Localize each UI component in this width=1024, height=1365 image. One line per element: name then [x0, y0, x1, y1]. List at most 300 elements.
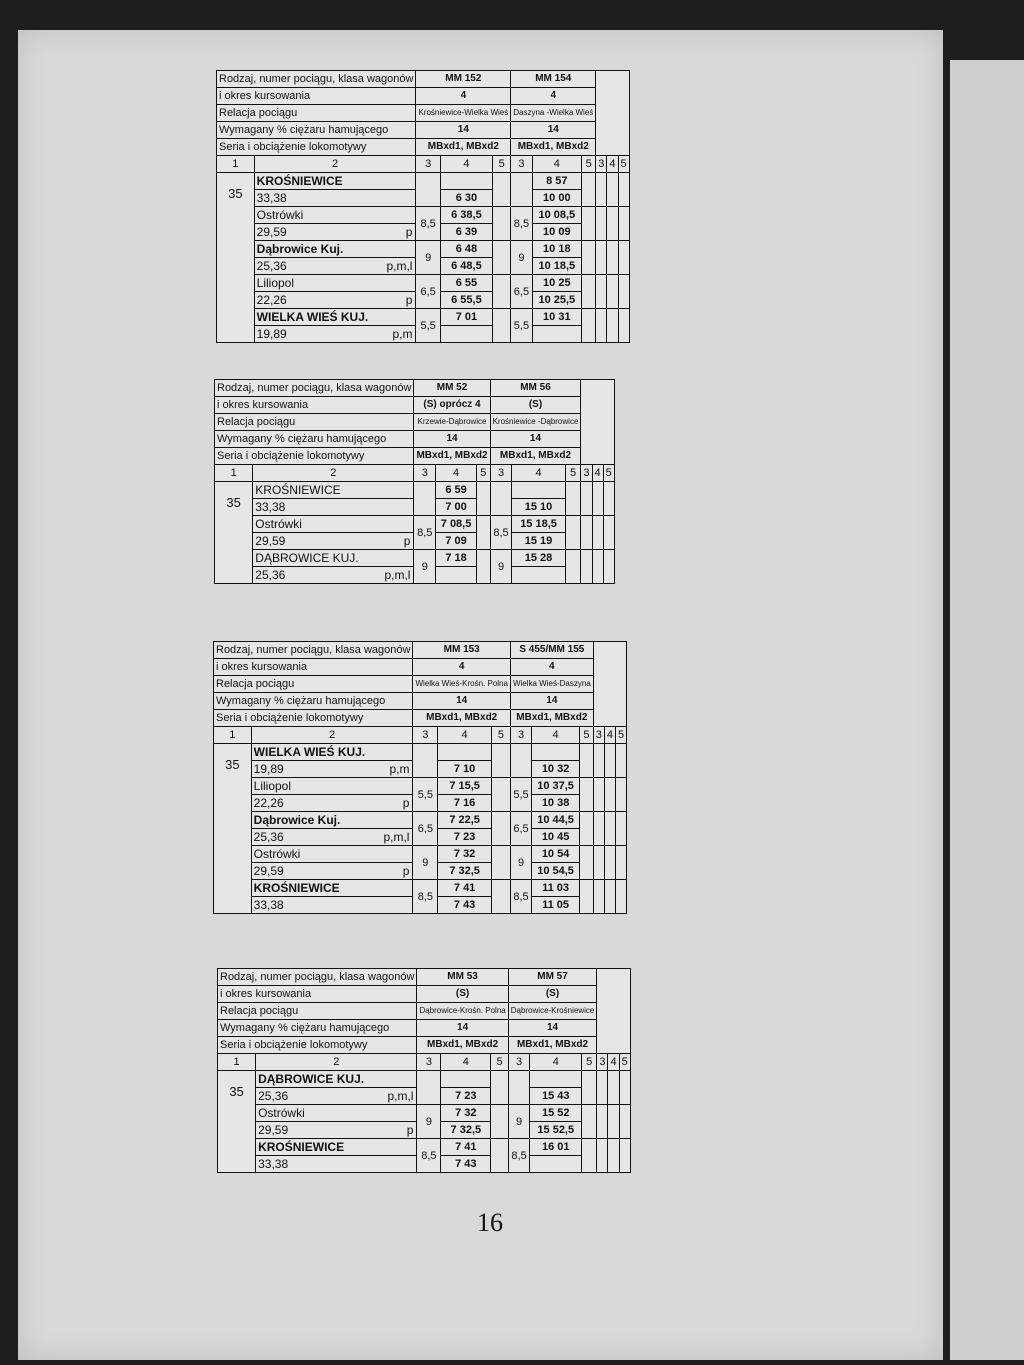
empty-cell: [593, 778, 604, 812]
arrival-time: 7 22,5: [438, 812, 492, 829]
station-category: p: [403, 534, 411, 548]
arrival-time: [512, 482, 565, 499]
arrival-time: 10 54: [532, 846, 580, 863]
departure-time: [436, 567, 477, 584]
header-label-loco: Seria i obciążenie lokomotywy: [218, 1037, 417, 1054]
column-number: 5: [580, 727, 594, 744]
speed: 6,5: [511, 275, 532, 309]
empty-cell: [592, 516, 603, 550]
km-value: 33,38: [258, 1157, 289, 1171]
station-category: p,m,l: [386, 259, 413, 273]
train-number: S 455/MM 155: [510, 642, 593, 659]
train-class: (S): [490, 397, 581, 414]
column-number: 5: [619, 1054, 630, 1071]
departure-time: 10 18,5: [532, 258, 581, 275]
departure-time: 6 39: [440, 224, 492, 241]
empty-cell: [596, 309, 607, 343]
empty-cell: [596, 241, 607, 275]
column-number: 4: [608, 1054, 619, 1071]
departure-time: 11 05: [532, 897, 580, 914]
km-value: 22,26: [256, 293, 287, 307]
empty-cell: [603, 550, 614, 584]
col5-cell: [491, 1105, 508, 1139]
station-category: p: [402, 864, 410, 878]
column-number: 4: [607, 156, 618, 173]
column-number: 2: [254, 156, 416, 173]
header-label-period: i okres kursowania: [218, 986, 417, 1003]
arrival-time: 7 01: [440, 309, 492, 326]
header-label-loco: Seria i obciążenie lokomotywy: [217, 139, 416, 156]
arrival-time: 15 52: [530, 1105, 582, 1122]
departure-time: 10 25,5: [532, 292, 581, 309]
empty-cell: [604, 778, 615, 812]
station-name: WIELKA WIEŚ KUJ.: [254, 309, 416, 326]
column-number: 3: [417, 1054, 441, 1071]
brake-percent: 14: [413, 693, 510, 710]
train-relation: Wielka Wieś-Krośn. Polna: [413, 676, 510, 693]
station-km: [256, 1088, 417, 1105]
col5-cell: [582, 207, 596, 241]
train-number: MM 53: [417, 969, 508, 986]
station-name: WIELKA WIEŚ KUJ.: [251, 744, 413, 761]
station-name: Ostrówki: [251, 846, 413, 863]
empty-cell: [593, 812, 604, 846]
km-value: 25,36: [256, 259, 287, 273]
timetable-table: [213, 641, 627, 914]
timetable-table: [217, 968, 631, 1173]
station-name: Dąbrowice Kuj.: [251, 812, 413, 829]
train-relation: Krzewie-Dąbrowice: [414, 414, 490, 431]
station-name: Ostrówki: [256, 1105, 417, 1122]
speed: 8,5: [417, 1139, 441, 1173]
timetable-table: [216, 70, 630, 343]
empty-cell: [596, 207, 607, 241]
arrival-time: 7 32: [441, 1105, 491, 1122]
departure-time: 7 43: [441, 1156, 491, 1173]
column-number: 3: [597, 1054, 608, 1071]
departure-time: 15 19: [512, 533, 565, 550]
col5-cell: [477, 482, 491, 516]
empty-cell: [619, 1071, 630, 1105]
col5-cell: [493, 241, 511, 275]
empty-cell: [607, 207, 618, 241]
speed: 5,5: [510, 778, 531, 812]
col5-cell: [582, 173, 596, 207]
station-km: [251, 761, 413, 778]
station-km: [251, 863, 413, 880]
arrival-time: 7 08,5: [436, 516, 477, 533]
col5-cell: [580, 846, 594, 880]
departure-time: 10 54,5: [532, 863, 580, 880]
arrival-time: 6 48: [440, 241, 492, 258]
column-number: 4: [440, 156, 492, 173]
train-number: MM 154: [511, 71, 596, 88]
speed: [413, 744, 438, 778]
departure-time: 10 32: [532, 761, 580, 778]
train-class: (S): [417, 986, 508, 1003]
brake-percent: 14: [510, 693, 593, 710]
empty-cell: [607, 309, 618, 343]
train-relation: Krośniewice-Wielka Wieś: [416, 105, 511, 122]
header-label-brake: Wymagany % ciężaru hamującego: [214, 693, 413, 710]
empty-cell: [618, 207, 629, 241]
arrival-time: [532, 744, 580, 761]
speed: 8,5: [511, 207, 532, 241]
train-number: MM 57: [508, 969, 597, 986]
empty-cell: [604, 880, 615, 914]
arrival-time: 7 18: [436, 550, 477, 567]
km-value: 33,38: [256, 191, 287, 205]
train-number: MM 56: [490, 380, 581, 397]
brake-percent: 14: [414, 431, 490, 448]
column-number: 5: [491, 1054, 508, 1071]
departure-time: [530, 1156, 582, 1173]
column-number: 1: [214, 727, 252, 744]
train-class: 4: [511, 88, 596, 105]
station-km: [254, 224, 416, 241]
empty-cell: [608, 1071, 619, 1105]
station-km: [254, 258, 416, 275]
speed: 8,5: [490, 516, 512, 550]
col5-cell: [580, 744, 594, 778]
header-label-loco: Seria i obciążenie lokomotywy: [214, 710, 413, 727]
train-class: (S) oprócz 4: [414, 397, 490, 414]
col5-cell: [493, 207, 511, 241]
arrival-time: 10 25: [532, 275, 581, 292]
col5-cell: [477, 550, 491, 584]
departure-time: 7 09: [436, 533, 477, 550]
km-value: 19,89: [256, 327, 287, 341]
col5-cell: [580, 778, 594, 812]
empty-train-column: [593, 642, 626, 727]
empty-cell: [593, 744, 604, 778]
column-number: 3: [508, 1054, 530, 1071]
departure-time: 7 10: [438, 761, 492, 778]
col5-cell: [491, 1071, 508, 1105]
line-number: 35: [215, 482, 253, 584]
speed: [416, 173, 440, 207]
column-number: 2: [256, 1054, 417, 1071]
brake-percent: 14: [416, 122, 511, 139]
departure-time: 6 55,5: [440, 292, 492, 309]
arrival-time: 10 37,5: [532, 778, 580, 795]
station-km: [253, 499, 414, 516]
empty-cell: [592, 482, 603, 516]
station-category: p: [405, 293, 413, 307]
departure-time: 7 23: [441, 1088, 491, 1105]
brake-percent: 14: [508, 1020, 597, 1037]
col5-cell: [491, 1139, 508, 1173]
empty-cell: [618, 309, 629, 343]
train-number: MM 152: [416, 71, 511, 88]
km-value: 29,59: [256, 225, 287, 239]
adjacent-page-edge: [950, 60, 1024, 1360]
station-km: [251, 829, 413, 846]
col5-cell: [580, 812, 594, 846]
arrival-time: [530, 1071, 582, 1088]
km-value: 25,36: [255, 568, 286, 582]
station-category: p: [402, 796, 410, 810]
km-value: 33,38: [253, 898, 284, 912]
empty-cell: [597, 1139, 608, 1173]
arrival-time: [440, 173, 492, 190]
arrival-time: 10 44,5: [532, 812, 580, 829]
line-number: 35: [217, 173, 255, 343]
arrival-time: 15 28: [512, 550, 565, 567]
station-name: DĄBROWICE KUJ.: [253, 550, 414, 567]
header-label-brake: Wymagany % ciężaru hamującego: [217, 122, 416, 139]
empty-cell: [615, 778, 626, 812]
empty-cell: [593, 846, 604, 880]
column-number: 4: [532, 156, 581, 173]
station-name: KROŚNIEWICE: [253, 482, 414, 499]
header-label-period: i okres kursowania: [215, 397, 414, 414]
station-name: Ostrówki: [254, 207, 416, 224]
speed: 9: [511, 241, 532, 275]
col5-cell: [582, 309, 596, 343]
train-number: MM 52: [414, 380, 490, 397]
col5-cell: [492, 846, 511, 880]
speed: [510, 744, 531, 778]
column-number: 2: [251, 727, 413, 744]
departure-time: 7 16: [438, 795, 492, 812]
col5-cell: [492, 778, 511, 812]
km-value: 25,36: [258, 1089, 289, 1103]
arrival-time: 6 59: [436, 482, 477, 499]
speed: 5,5: [416, 309, 440, 343]
empty-train-column: [596, 71, 629, 156]
km-value: 29,59: [255, 534, 286, 548]
station-category: p,m: [389, 762, 410, 776]
column-number: 3: [413, 727, 438, 744]
speed: 8,5: [413, 880, 438, 914]
departure-time: [532, 326, 581, 343]
col5-cell: [582, 1071, 597, 1105]
empty-cell: [604, 812, 615, 846]
arrival-time: 7 41: [441, 1139, 491, 1156]
train-class: 4: [510, 659, 593, 676]
speed: 6,5: [510, 812, 531, 846]
column-number: 5: [493, 156, 511, 173]
arrival-time: 7 15,5: [438, 778, 492, 795]
header-label-period: i okres kursowania: [217, 88, 416, 105]
speed: 8,5: [414, 516, 436, 550]
station-km: [251, 795, 413, 812]
empty-cell: [618, 275, 629, 309]
header-label-type: Rodzaj, numer pociągu, klasa wagonów: [218, 969, 417, 986]
departure-time: 15 10: [512, 499, 565, 516]
speed: 9: [416, 241, 440, 275]
train-relation: Dąbrowice-Krośn. Polna: [417, 1003, 508, 1020]
column-number: 5: [582, 1054, 597, 1071]
station-km: [251, 897, 413, 914]
empty-cell: [597, 1071, 608, 1105]
empty-cell: [608, 1105, 619, 1139]
column-number: 5: [565, 465, 581, 482]
station-name: DĄBROWICE KUJ.: [256, 1071, 417, 1088]
empty-cell: [603, 516, 614, 550]
departure-time: 10 45: [532, 829, 580, 846]
empty-cell: [604, 744, 615, 778]
train-class: 4: [413, 659, 510, 676]
empty-cell: [593, 880, 604, 914]
train-relation: Krośniewice -Dąbrowice: [490, 414, 581, 431]
empty-cell: [615, 744, 626, 778]
km-value: 22,26: [253, 796, 284, 810]
departure-time: 7 43: [438, 897, 492, 914]
loco-series: MBxd1, MBxd2: [508, 1037, 597, 1054]
loco-series: MBxd1, MBxd2: [510, 710, 593, 727]
km-value: 29,59: [253, 864, 284, 878]
line-number: 35: [214, 744, 252, 914]
departure-time: 7 00: [436, 499, 477, 516]
empty-cell: [604, 846, 615, 880]
station-name: KROŚNIEWICE: [256, 1139, 417, 1156]
col5-cell: [492, 880, 511, 914]
arrival-time: 7 32: [438, 846, 492, 863]
brake-percent: 14: [417, 1020, 508, 1037]
empty-cell: [615, 846, 626, 880]
station-name: Liliopol: [254, 275, 416, 292]
column-number: 4: [532, 727, 580, 744]
speed: 9: [414, 550, 436, 584]
loco-series: MBxd1, MBxd2: [490, 448, 581, 465]
arrival-time: 10 31: [532, 309, 581, 326]
page-number: 16: [477, 1208, 503, 1237]
column-number: 5: [582, 156, 596, 173]
arrival-time: 10 08,5: [532, 207, 581, 224]
empty-cell: [619, 1105, 630, 1139]
departure-time: 7 23: [438, 829, 492, 846]
arrival-time: 6 55: [440, 275, 492, 292]
empty-cell: [581, 482, 592, 516]
km-value: 29,59: [258, 1123, 289, 1137]
empty-cell: [608, 1139, 619, 1173]
speed: [417, 1071, 441, 1105]
empty-cell: [607, 173, 618, 207]
departure-time: 6 48,5: [440, 258, 492, 275]
speed: 8,5: [508, 1139, 530, 1173]
column-number: 5: [492, 727, 511, 744]
header-label-period: i okres kursowania: [214, 659, 413, 676]
col5-cell: [582, 1105, 597, 1139]
empty-cell: [607, 241, 618, 275]
empty-cell: [596, 275, 607, 309]
col5-cell: [582, 241, 596, 275]
col5-cell: [565, 550, 581, 584]
station-name: Ostrówki: [253, 516, 414, 533]
train-relation: Wielka Wieś-Daszyna: [510, 676, 593, 693]
km-value: 33,38: [255, 500, 286, 514]
column-number: 3: [511, 156, 532, 173]
header-label-loco: Seria i obciążenie lokomotywy: [215, 448, 414, 465]
column-number: 5: [615, 727, 626, 744]
header-label-type: Rodzaj, numer pociągu, klasa wagonów: [217, 71, 416, 88]
speed: 8,5: [510, 880, 531, 914]
col5-cell: [492, 812, 511, 846]
column-number: 5: [477, 465, 491, 482]
col5-cell: [565, 516, 581, 550]
empty-cell: [615, 812, 626, 846]
col5-cell: [582, 1139, 597, 1173]
arrival-time: 8 57: [532, 173, 581, 190]
departure-time: 7 32,5: [441, 1122, 491, 1139]
col5-cell: [477, 516, 491, 550]
speed: 5,5: [511, 309, 532, 343]
arrival-time: 10 18: [532, 241, 581, 258]
col5-cell: [492, 744, 511, 778]
speed: 9: [413, 846, 438, 880]
arrival-time: 16 01: [530, 1139, 582, 1156]
station-km: [253, 567, 414, 584]
station-km: [253, 533, 414, 550]
station-category: p: [406, 1123, 414, 1137]
station-name: KROŚNIEWICE: [251, 880, 413, 897]
brake-percent: 14: [511, 122, 596, 139]
header-label-relation: Relacja pociągu: [215, 414, 414, 431]
empty-train-column: [597, 969, 630, 1054]
loco-series: MBxd1, MBxd2: [414, 448, 490, 465]
empty-cell: [607, 275, 618, 309]
train-number: MM 153: [413, 642, 510, 659]
empty-cell: [615, 880, 626, 914]
empty-cell: [618, 173, 629, 207]
loco-series: MBxd1, MBxd2: [417, 1037, 508, 1054]
header-label-relation: Relacja pociągu: [218, 1003, 417, 1020]
station-name: KROŚNIEWICE: [254, 173, 416, 190]
col5-cell: [493, 275, 511, 309]
station-category: p,m,l: [387, 1089, 414, 1103]
loco-series: MBxd1, MBxd2: [416, 139, 511, 156]
col5-cell: [580, 880, 594, 914]
column-number: 5: [603, 465, 614, 482]
station-km: [256, 1156, 417, 1173]
station-name: Liliopol: [251, 778, 413, 795]
column-number: 1: [217, 156, 255, 173]
speed: 8,5: [416, 207, 440, 241]
line-number: 35: [218, 1071, 256, 1173]
empty-cell: [597, 1105, 608, 1139]
header-label-relation: Relacja pociągu: [214, 676, 413, 693]
departure-time: 10 09: [532, 224, 581, 241]
column-number: 3: [490, 465, 512, 482]
speed: 5,5: [413, 778, 438, 812]
station-category: p,m,l: [384, 568, 411, 582]
speed: 9: [508, 1105, 530, 1139]
empty-train-column: [581, 380, 614, 465]
empty-cell: [619, 1139, 630, 1173]
column-number: 4: [441, 1054, 491, 1071]
col5-cell: [493, 309, 511, 343]
station-km: [256, 1122, 417, 1139]
speed: [414, 482, 436, 516]
arrival-time: 11 03: [532, 880, 580, 897]
speed: 6,5: [413, 812, 438, 846]
station-km: [254, 326, 416, 343]
header-label-type: Rodzaj, numer pociągu, klasa wagonów: [215, 380, 414, 397]
column-number: 2: [253, 465, 414, 482]
station-km: [254, 190, 416, 207]
arrival-time: 7 41: [438, 880, 492, 897]
station-category: p,m: [392, 327, 413, 341]
station-km: [254, 292, 416, 309]
arrival-time: 6 38,5: [440, 207, 492, 224]
station-name: Dąbrowice Kuj.: [254, 241, 416, 258]
column-number: 4: [436, 465, 477, 482]
arrival-time: [441, 1071, 491, 1088]
speed: [508, 1071, 530, 1105]
departure-time: 10 00: [532, 190, 581, 207]
